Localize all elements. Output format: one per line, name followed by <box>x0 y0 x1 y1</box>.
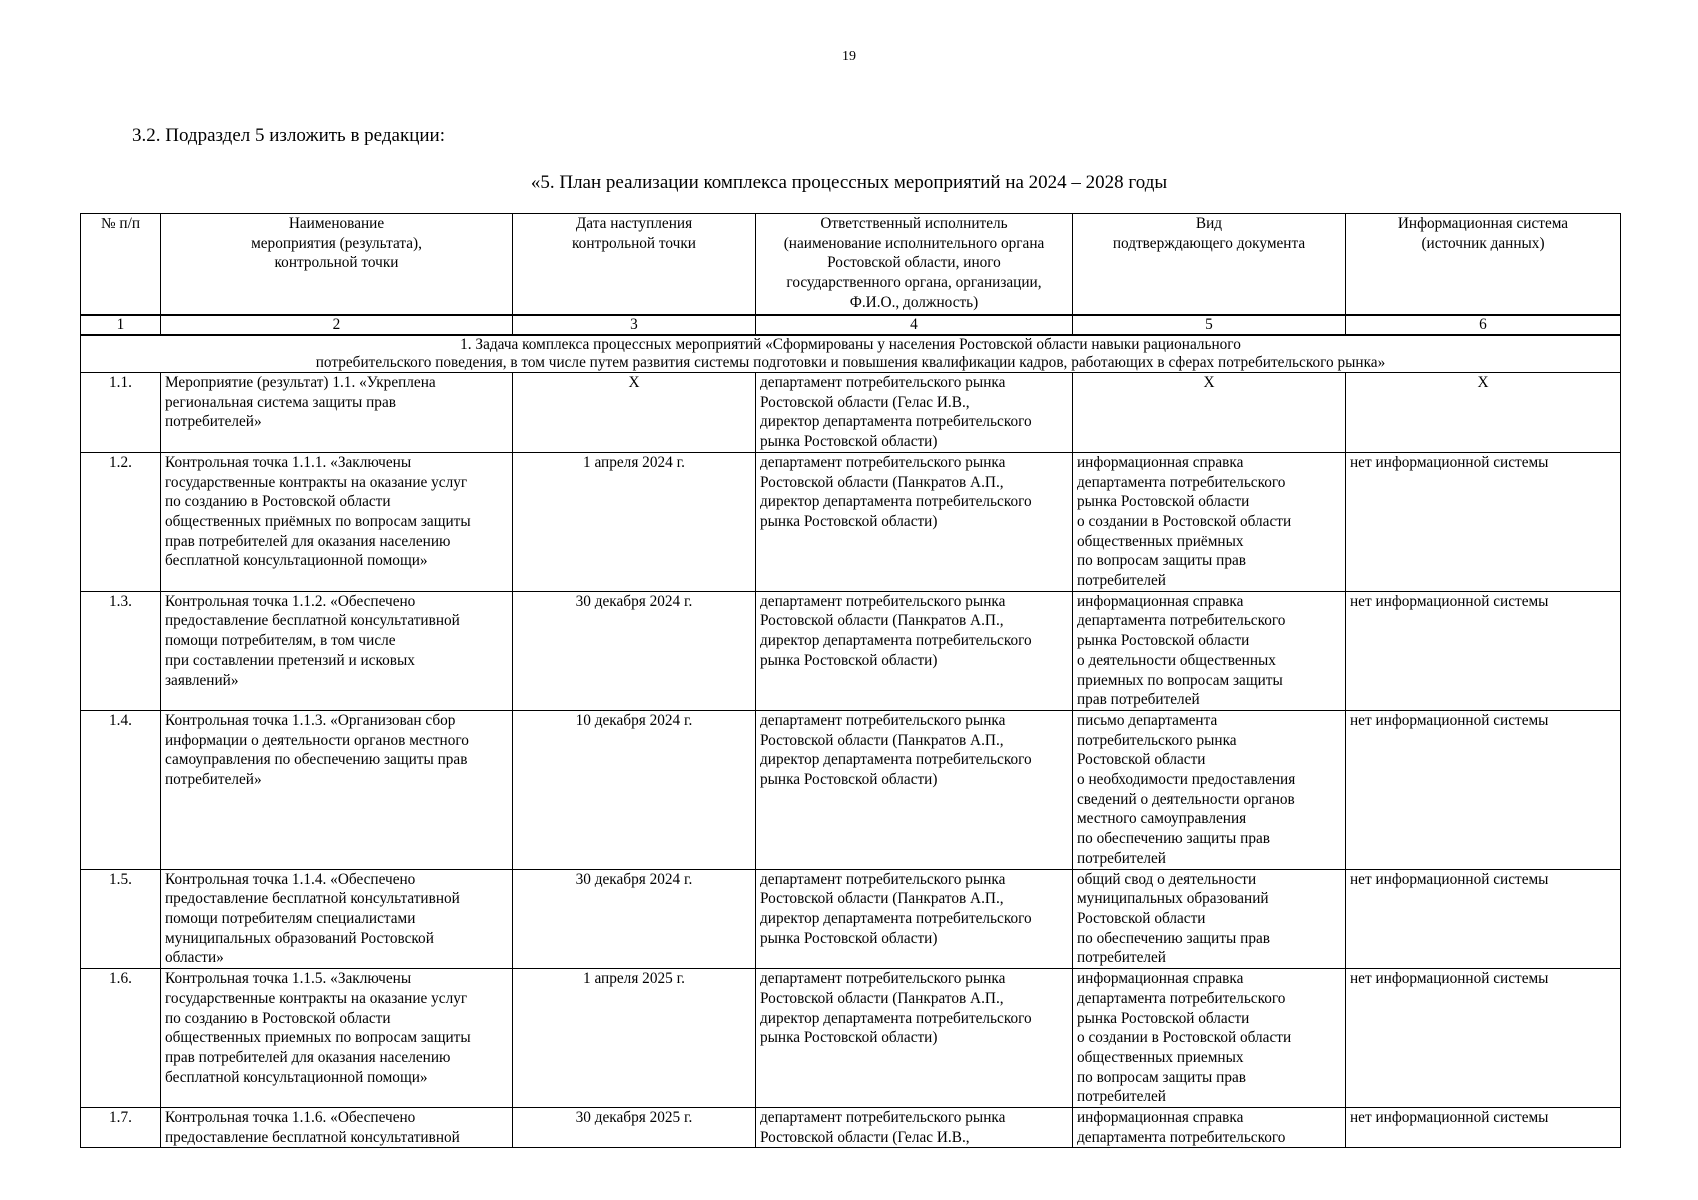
row-executor: департамент потребительского рынка Ростовской области (Панкратов А.П., директор департамента потребительского рынка Ростовской области) <box>756 591 1073 710</box>
row-executor: департамент потребительского рынка Ростовской области (Панкратов А.П., директор департамента потребительского рынка Ростовской области) <box>756 452 1073 591</box>
row-name: Контрольная точка 1.1.6. «Обеспечено предоставление бесплатной консультативной <box>161 1108 513 1148</box>
column-number: 2 <box>161 315 513 335</box>
row-number: 1.4. <box>81 710 161 869</box>
row-name: Контрольная точка 1.1.5. «Заключены государственные контракты на оказание услуг по созданию в Ростовской области общественных приемных по вопросам защиты прав потребителей для оказания населению бесплатной консультационной помощи» <box>161 969 513 1108</box>
row-document: письмо департамента потребительского рынка Ростовской области о необходимости предоставления сведений о деятельности органов местного самоуправления по обеспечению защиты прав потребителей <box>1073 710 1346 869</box>
row-date: 30 декабря 2024 г. <box>513 591 756 710</box>
row-number: 1.1. <box>81 373 161 453</box>
task-heading: 1. Задача комплекса процессных мероприятий «Сформированы у населения Ростовской области навыки рационального потребительского поведения, в том числе путем развития системы подготовки и повышения квалификации кадров, работающих в сферах потребительского рынка» <box>81 335 1621 373</box>
row-name: Контрольная точка 1.1.2. «Обеспечено предоставление бесплатной консультативной помощи потребителям, в том числе при составлении претензий и исковых заявлений» <box>161 591 513 710</box>
row-document: информационная справка департамента потребительского рынка Ростовской области о создании в Ростовской области общественных приемных по вопросам защиты прав потребителей <box>1073 969 1346 1108</box>
table-header-row <box>81 214 1621 316</box>
table-row <box>81 710 1621 869</box>
row-date: 10 декабря 2024 г. <box>513 710 756 869</box>
row-document: общий свод о деятельности муниципальных образований Ростовской области по обеспечению защиты прав потребителей <box>1073 869 1346 969</box>
row-number: 1.6. <box>81 969 161 1108</box>
header-cell-system: Информационная система (источник данных) <box>1346 214 1621 316</box>
header-cell-date: Дата наступления контрольной точки <box>513 214 756 316</box>
row-date: 1 апреля 2025 г. <box>513 969 756 1108</box>
row-number: 1.3. <box>81 591 161 710</box>
row-name: Контрольная точка 1.1.3. «Организован сбор информации о деятельности органов местного самоуправления по обеспечению защиты прав потребителей» <box>161 710 513 869</box>
row-document: информационная справка департамента потребительского <box>1073 1108 1346 1148</box>
row-number: 1.7. <box>81 1108 161 1148</box>
task-row <box>81 335 1621 373</box>
row-number: 1.5. <box>81 869 161 969</box>
row-date: X <box>513 373 756 453</box>
row-system: нет информационной системы <box>1346 710 1621 869</box>
row-date: 30 декабря 2025 г. <box>513 1108 756 1148</box>
row-system: нет информационной системы <box>1346 1108 1621 1148</box>
column-number-row <box>81 315 1621 335</box>
row-document: информационная справка департамента потребительского рынка Ростовской области о деятельности общественных приемных по вопросам защиты прав потребителей <box>1073 591 1346 710</box>
row-executor: департамент потребительского рынка Ростовской области (Гелас И.В., <box>756 1108 1073 1148</box>
header-cell-number: № п/п <box>81 214 161 316</box>
row-date: 30 декабря 2024 г. <box>513 869 756 969</box>
row-name: Мероприятие (результат) 1.1. «Укреплена региональная система защиты прав потребителей» <box>161 373 513 453</box>
row-system: нет информационной системы <box>1346 591 1621 710</box>
table-row <box>81 591 1621 710</box>
column-number: 1 <box>81 315 161 335</box>
row-system: X <box>1346 373 1621 453</box>
column-number: 6 <box>1346 315 1621 335</box>
row-system: нет информационной системы <box>1346 452 1621 591</box>
row-name: Контрольная точка 1.1.4. «Обеспечено предоставление бесплатной консультативной помощи потребителям специалистами муниципальных образований Ростовской области» <box>161 869 513 969</box>
page-number: 19 <box>842 49 856 64</box>
row-executor: департамент потребительского рынка Ростовской области (Панкратов А.П., директор департамента потребительского рынка Ростовской области) <box>756 969 1073 1108</box>
row-document: информационная справка департамента потребительского рынка Ростовской области о создании в Ростовской области общественных приёмных по вопросам защиты прав потребителей <box>1073 452 1346 591</box>
column-number: 5 <box>1073 315 1346 335</box>
instruction-text: 3.2. Подраздел 5 изложить в редакции: <box>132 125 445 146</box>
row-name: Контрольная точка 1.1.1. «Заключены государственные контракты на оказание услуг по созданию в Ростовской области общественных приёмных по вопросам защиты прав потребителей для оказания населению бесплатной консультационной помощи» <box>161 452 513 591</box>
row-system: нет информационной системы <box>1346 869 1621 969</box>
table-row <box>81 869 1621 969</box>
document-title: «5. План реализации комплекса процессных мероприятий на 2024 – 2028 годы <box>530 172 1168 193</box>
row-executor: департамент потребительского рынка Ростовской области (Панкратов А.П., директор департамента потребительского рынка Ростовской области) <box>756 710 1073 869</box>
row-date: 1 апреля 2024 г. <box>513 452 756 591</box>
table-row <box>81 452 1621 591</box>
plan-table <box>80 213 1621 1148</box>
header-cell-name: Наименование мероприятия (результата), контрольной точки <box>161 214 513 316</box>
row-number: 1.2. <box>81 452 161 591</box>
column-number: 4 <box>756 315 1073 335</box>
row-document: X <box>1073 373 1346 453</box>
table-row <box>81 373 1621 453</box>
row-executor: департамент потребительского рынка Ростовской области (Гелас И.В., директор департамента потребительского рынка Ростовской области) <box>756 373 1073 453</box>
header-cell-document: Вид подтверждающего документа <box>1073 214 1346 316</box>
column-number: 3 <box>513 315 756 335</box>
header-cell-executor: Ответственный исполнитель (наименование исполнительного органа Ростовской области, иного государственного органа, организации, Ф.И.О., должность) <box>756 214 1073 316</box>
table-row <box>81 1108 1621 1148</box>
table-row <box>81 969 1621 1108</box>
row-executor: департамент потребительского рынка Ростовской области (Панкратов А.П., директор департамента потребительского рынка Ростовской области) <box>756 869 1073 969</box>
row-system: нет информационной системы <box>1346 969 1621 1108</box>
